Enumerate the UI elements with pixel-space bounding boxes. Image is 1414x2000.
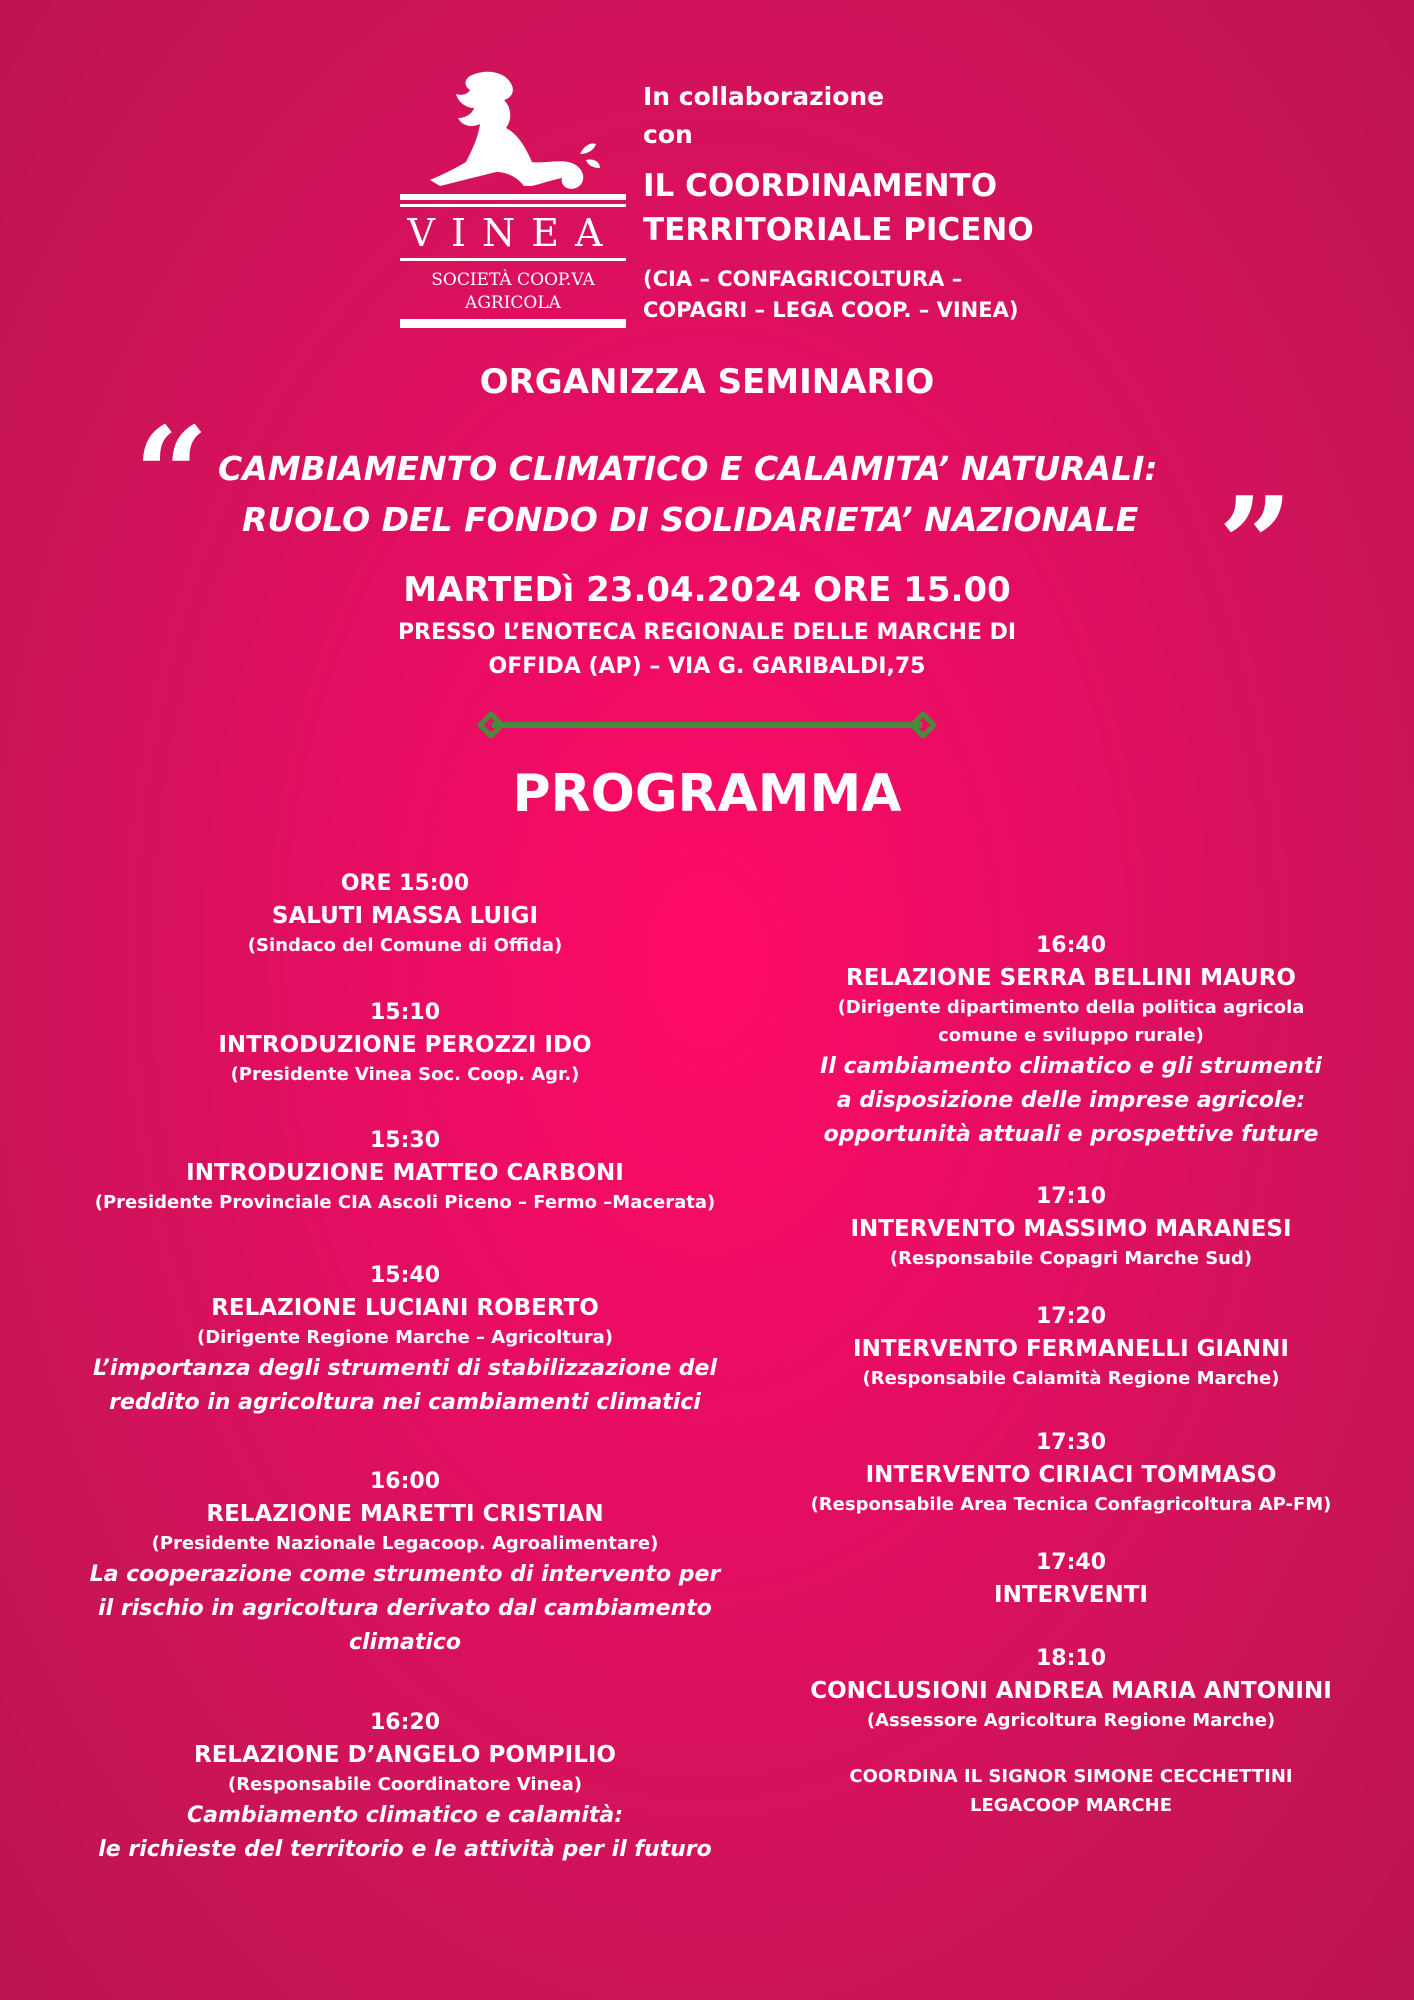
item-desc-line: le richieste del territorio e le attività per il futuro — [98, 1837, 712, 1862]
logo-name: VINEA — [407, 211, 619, 255]
program-item-1620 — [40, 1707, 770, 1867]
event-location — [0, 616, 1414, 684]
quote-open-icon: “ — [134, 398, 209, 551]
program-item-1810 — [760, 1643, 1382, 1735]
program-item-1730 — [760, 1427, 1382, 1519]
logo-sub1: SOCIETÀ COOP.VA — [431, 270, 595, 290]
item-desc-line: il rischio in agricoltura derivato dal cambiamento — [98, 1596, 712, 1621]
coordina-note — [760, 1762, 1382, 1820]
item-time: 18:10 — [1035, 1646, 1107, 1671]
collab-line1: In collaborazione — [643, 82, 885, 111]
program-item-1600 — [40, 1466, 770, 1660]
item-desc-line: a disposizione delle imprese agricole: — [836, 1088, 1306, 1113]
item-time: 17:20 — [1035, 1304, 1107, 1329]
event-date-time: MARTEDì 23.04.2024 ORE 15.00 — [403, 570, 1011, 610]
program-item-1640 — [760, 930, 1382, 1152]
program-item-1510 — [40, 997, 770, 1089]
item-name: RELAZIONE D’ANGELO POMPILIO — [194, 1742, 616, 1768]
item-desc-line: reddito in agricoltura nei cambiamenti climatici — [109, 1390, 701, 1415]
item-time: 15:40 — [369, 1263, 441, 1288]
item-desc-line: Cambiamento climatico e calamità: — [186, 1803, 624, 1828]
item-time: ORE 15:00 — [340, 871, 470, 896]
members-line1: (CIA – CONFAGRICOLTURA – — [643, 267, 963, 291]
item-name: INTERVENTO CIRIACI TOMMASO — [865, 1462, 1277, 1488]
item-time: 15:10 — [369, 1000, 441, 1025]
seahorse-logo-icon — [400, 68, 626, 328]
program-item-1500 — [40, 868, 770, 960]
collab-line2: con — [643, 120, 693, 149]
members-line2: COPAGRI – LEGA COOP. – VINEA) — [643, 298, 1019, 322]
coord-line2: TERRITORIALE PICENO — [643, 212, 1034, 248]
item-name: SALUTI MASSA LUIGI — [271, 903, 539, 929]
item-time: 16:20 — [369, 1710, 441, 1735]
program-item-1540 — [40, 1260, 770, 1420]
item-role-line: (Dirigente dipartimento della politica agricola — [837, 997, 1305, 1018]
item-name: INTERVENTO FERMANELLI GIANNI — [853, 1336, 1289, 1362]
location-line2: OFFIDA (AP) – VIA G. GARIBALDI,75 — [488, 654, 926, 679]
item-name: RELAZIONE MARETTI CRISTIAN — [206, 1501, 604, 1527]
item-role: (Responsabile Coordinatore Vinea) — [228, 1774, 582, 1795]
item-time: 17:30 — [1035, 1430, 1107, 1455]
logo-sub2: AGRICOLA — [465, 293, 561, 313]
item-role-line: comune e sviluppo rurale) — [938, 1025, 1204, 1046]
item-time: 17:10 — [1035, 1184, 1107, 1209]
item-name: CONCLUSIONI ANDREA MARIA ANTONINI — [810, 1678, 1332, 1704]
coordina-line2: LEGACOOP MARCHE — [969, 1795, 1173, 1816]
programma-heading: PROGRAMMA — [512, 764, 902, 824]
item-role: (Dirigente Regione Marche – Agricoltura) — [196, 1327, 614, 1348]
item-name: INTERVENTI — [994, 1582, 1148, 1608]
item-role: (Responsabile Area Tecnica Confagricoltura AP-FM) — [810, 1494, 1332, 1515]
item-role: (Presidente Vinea Soc. Coop. Agr.) — [230, 1064, 580, 1085]
vinea-logo — [400, 68, 626, 328]
item-time: 17:40 — [1035, 1550, 1107, 1575]
item-role: (Presidente Nazionale Legacoop. Agroalimentare) — [151, 1533, 659, 1554]
quote-close-icon: ” — [1218, 468, 1293, 621]
item-name: RELAZIONE LUCIANI ROBERTO — [211, 1295, 599, 1321]
item-desc-line: La cooperazione come strumento di intervento per — [89, 1562, 721, 1587]
program-item-1710 — [760, 1181, 1382, 1273]
item-role: (Presidente Provinciale CIA Ascoli Piceno – Fermo –Macerata) — [94, 1192, 716, 1213]
item-name: INTERVENTO MASSIMO MARANESI — [850, 1216, 1292, 1242]
item-desc-line: L’importanza degli strumenti di stabilizzazione del — [92, 1356, 718, 1381]
item-time: 16:00 — [369, 1469, 441, 1494]
coord-line1: IL COORDINAMENTO — [643, 168, 998, 204]
item-role: (Responsabile Copagri Marche Sud) — [889, 1248, 1253, 1269]
item-role: (Assessore Agricoltura Regione Marche) — [866, 1710, 1276, 1731]
item-role: (Sindaco del Comune di Offida) — [247, 935, 563, 956]
item-role: (Responsabile Calamità Regione Marche) — [862, 1368, 1280, 1389]
divider-ornament — [478, 712, 936, 738]
collaboration-block — [643, 78, 1103, 326]
location-line1: PRESSO L’ENOTECA REGIONALE DELLE MARCHE DI — [397, 620, 1017, 645]
program-item-1740 — [760, 1547, 1382, 1611]
title-line1: CAMBIAMENTO CLIMATICO E CALAMITA’ NATURALI: — [218, 449, 1158, 488]
program-item-1720 — [760, 1301, 1382, 1393]
item-desc-line: climatico — [348, 1630, 462, 1655]
item-name: INTRODUZIONE PEROZZI IDO — [218, 1032, 592, 1058]
coordina-line1: COORDINA IL SIGNOR SIMONE CECCHETTINI — [849, 1766, 1293, 1787]
item-desc-line: Il cambiamento climatico e gli strumenti — [820, 1054, 1322, 1079]
item-name: RELAZIONE SERRA BELLINI MAURO — [846, 965, 1296, 991]
item-time: 16:40 — [1035, 933, 1107, 958]
title-line2: RUOLO DEL FONDO DI SOLIDARIETA’ NAZIONALE — [242, 500, 1139, 539]
organizza-heading: ORGANIZZA SEMINARIO — [479, 362, 935, 402]
item-desc-line: opportunità attuali e prospettive future — [823, 1122, 1319, 1147]
item-time: 15:30 — [369, 1128, 441, 1153]
program-item-1530 — [40, 1125, 770, 1217]
item-name: INTRODUZIONE MATTEO CARBONI — [186, 1160, 624, 1186]
